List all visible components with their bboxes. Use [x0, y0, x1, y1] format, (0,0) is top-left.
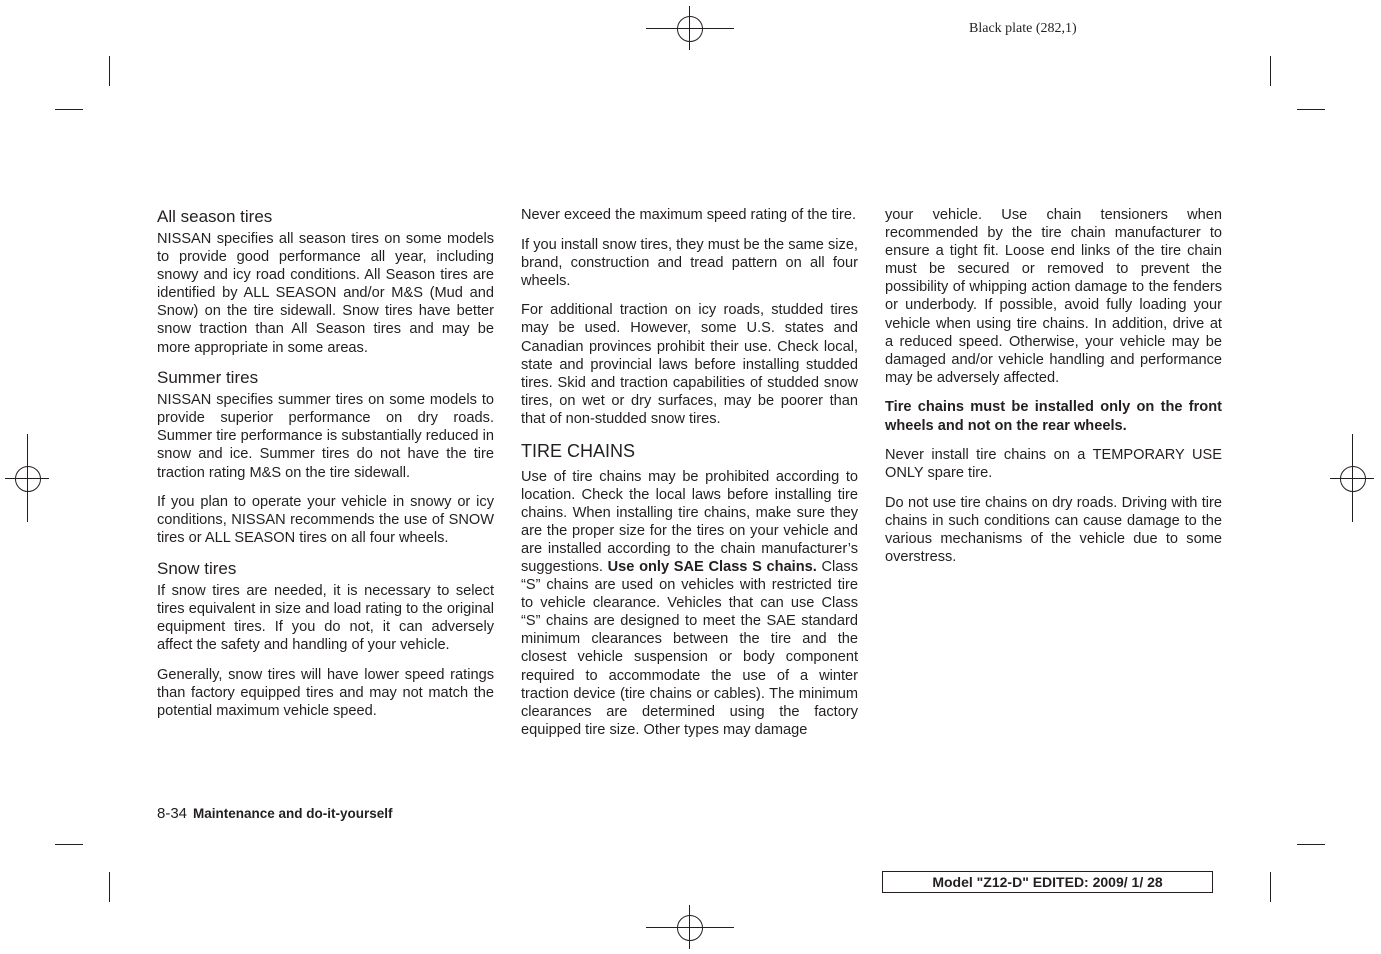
heading-summer-tires: Summer tires	[157, 368, 259, 388]
paragraph: For additional traction on icy roads, studded tires may be used. However, some U.S. states and Canadian provinces prohibit their use. Check local, state and provincial laws before installing studded tires. Skid and traction capabilities of studded snow tires, on wet or dry surfaces, may be poorer than that of non-studded snow tires.	[521, 302, 858, 427]
registration-circle	[677, 915, 703, 941]
column-1	[157, 206, 494, 732]
paragraph: If you install snow tires, they must be the same size, brand, construction and tread pattern on all four wheels.	[521, 236, 858, 289]
heading-snow-tires: Snow tires	[157, 558, 237, 578]
text-run: Use of tire chains may be prohibited according to location. Check the local laws before installing tire chains. When installing tire chains, make sure they are the proper size for the tires on your vehicle and are installed according to the chain manufacturer’s suggestions.	[521, 468, 858, 575]
section-title: Maintenance and do-it-yourself	[193, 806, 393, 821]
paragraph: Generally, snow tires will have lower speed ratings than factory equipped tires and may not match the potential maximum vehicle speed.	[157, 666, 494, 719]
crop-mark	[1297, 109, 1325, 110]
paragraph: NISSAN specifies summer tires on some models to provide superior performance on dry roads. Summer tire performance is substantially reduced in snow and ice. Summer tires do not have the tire traction rating M&S on the tire sidewall.	[157, 392, 494, 481]
paragraph: NISSAN specifies all season tires on some models to provide good performance all year, including snowy and icy road conditions. All Season tires are identified by ALL SEASON and/or M&S (Mud and Snow) on the tire sidewall. Snow tires have better snow traction than All Season tires and may be more appropriate in some areas.	[157, 231, 494, 356]
column-3	[885, 206, 1222, 578]
registration-circle	[15, 466, 41, 492]
warning-paragraph: Tire chains must be installed only on the front wheels and not on the rear wheels.	[885, 399, 1222, 434]
heading-all-season-tires: All season tires	[157, 207, 273, 226]
crop-mark	[109, 56, 110, 86]
crop-mark	[1270, 872, 1271, 902]
column-2	[521, 206, 858, 750]
registration-circle	[677, 16, 703, 42]
plate-label: Black plate (282,1)	[969, 21, 1077, 36]
text-run: Class “S” chains are used on vehicles with restricted tire to vehicle clearance. Vehicles that can use Class “S” chains are designed to meet the SAE standard minimum clearances between the tire and the closest vehicle suspension or body component required to accommodate the use of a winter traction device (tire chains or cables). The minimum clearances are determined using the factory equipped tire size. Other types may damage	[521, 559, 859, 738]
crop-mark	[109, 872, 110, 902]
paragraph-tire-chains	[521, 468, 858, 739]
model-edited-box: Model "Z12-D" EDITED: 2009/ 1/ 28	[882, 871, 1213, 893]
paragraph: If you plan to operate your vehicle in snowy or icy conditions, NISSAN recommends the use of SNOW tires or ALL SEASON tires on all four wheels.	[157, 494, 494, 547]
crop-mark	[55, 109, 83, 110]
paragraph: your vehicle. Use chain tensioners when recommended by the tire chain manufacturer to ensure a tight fit. Loose end links of the tire chain must be secured or removed to prevent the possibility of whipping action damage to the fenders or underbody. If possible, avoid fully loading your vehicle when using tire chains. In addition, drive at a reduced speed. Otherwise, your vehicle may be damaged and/or vehicle handling and performance may be adversely affected.	[885, 207, 1222, 386]
paragraph: Do not use tire chains on dry roads. Driving with tire chains in such conditions can cause damage to the various mechanisms of the vehicle due to some overstress.	[885, 494, 1222, 566]
bold-text-run: Use only SAE Class S chains.	[607, 559, 817, 575]
paragraph: Never exceed the maximum speed rating of the tire.	[521, 207, 857, 223]
page-folio	[157, 805, 393, 822]
paragraph: Never install tire chains on a TEMPORARY USE ONLY spare tire.	[885, 447, 1222, 482]
paragraph: If snow tires are needed, it is necessary to select tires equivalent in size and load rating to the original equipment tires. If you do not, it can adversely affect the safety and handling of your vehicle.	[157, 582, 494, 654]
heading-tire-chains: TIRE CHAINS	[521, 440, 636, 461]
crop-mark	[55, 844, 83, 845]
crop-mark	[1297, 844, 1325, 845]
crop-mark	[1270, 56, 1271, 86]
registration-circle	[1340, 466, 1366, 492]
page-number: 8-34	[157, 805, 188, 822]
